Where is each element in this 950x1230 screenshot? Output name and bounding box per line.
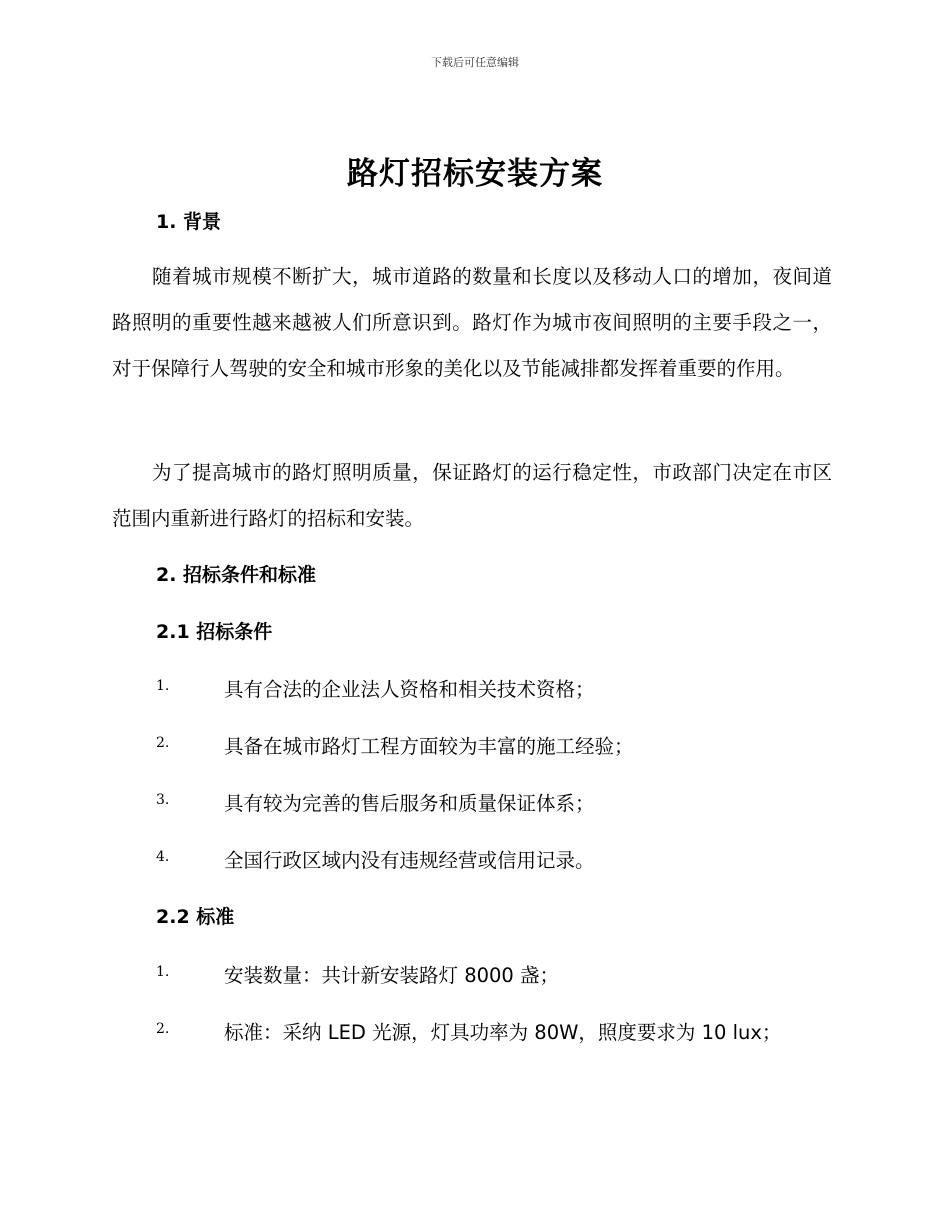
list-text: 安装数量：共计新安装路灯 8000 盏； (224, 964, 560, 987)
document-title: 路灯招标安装方案 (347, 156, 603, 192)
standard-item (156, 1017, 846, 1047)
standard-item (156, 960, 846, 990)
subsection-heading-standards: 2.2 标准 (156, 906, 235, 928)
list-text: 全国行政区域内没有违规经营或信用记录。 (224, 849, 595, 872)
background-paragraph-2: 为了提高城市的路灯照明质量，保证路灯的运行稳定性，市政部门决定在市区范围内重新进行路灯的招标和安装。 (112, 461, 832, 530)
list-text: 具备在城市路灯工程方面较为丰富的施工经验； (224, 735, 634, 758)
list-text: 具有较为完善的售后服务和质量保证体系； (224, 792, 595, 815)
section-heading-background: 1. 背景 (156, 211, 222, 233)
list-text: 具有合法的企业法人资格和相关技术资格； (224, 678, 595, 701)
section-heading-tender: 2. 招标条件和标准 (156, 564, 317, 586)
condition-item (156, 845, 846, 875)
header-note: 下载后可任意编辑 (431, 56, 519, 69)
list-number: 4. (156, 849, 170, 865)
list-number: 2. (156, 735, 170, 751)
condition-item (156, 674, 846, 704)
condition-item (156, 731, 846, 761)
background-paragraph-1: 随着城市规模不断扩大，城市道路的数量和长度以及移动人口的增加，夜间道路照明的重要性越来越被人们所意识到。路灯作为城市夜间照明的主要手段之一，对于保障行人驾驶的安全和城市形象的美化以及节能减排都发挥着重要的作用。 (112, 265, 832, 380)
list-number: 1. (156, 964, 170, 980)
list-number: 2. (156, 1021, 170, 1037)
list-text: 标准：采纳 LED 光源，灯具功率为 80W，照度要求为 10 lux； (224, 1021, 782, 1044)
list-number: 1. (156, 678, 170, 694)
subsection-heading-conditions: 2.1 招标条件 (156, 621, 273, 643)
list-number: 3. (156, 792, 170, 808)
condition-item (156, 788, 846, 818)
